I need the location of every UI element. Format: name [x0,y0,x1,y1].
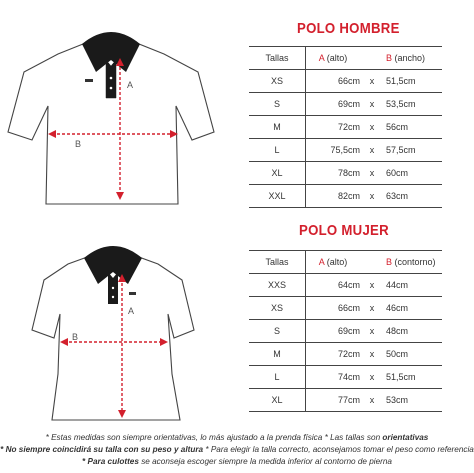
label-b: B [72,332,79,342]
footer-line-1: * Estas medidas son siempre orientativas, lo más ajustado a la prenda física * Las tallas son orientativas [45,433,429,442]
footer-line-3: * Para culottes se aconseja escoger siempre la medida inferior al contorno de pierna [82,457,392,466]
table-header [249,251,442,274]
table-row: XL 78cm x 60cm [249,162,442,185]
table-row: L 74cm x 51,5cm [249,366,442,389]
table-polo-hombre [249,46,442,208]
footer-line-2: * No siempre coincidirá su talla con su peso y altura * Para elegir la talla correcto, aconsejamos tomar el peso como referencia [0,445,474,454]
table-row: XXL 82cm x 63cm [249,185,442,208]
table-row: L 75,5cm x 57,5cm [249,139,442,162]
table-row: M 72cm x 50cm [249,343,442,366]
polo-mujer-illustration [30,234,196,424]
polo-hombre-illustration [2,20,220,210]
col-b: B (contorno) [382,251,442,274]
logo-icon [85,79,93,82]
table-row: S 69cm x 53,5cm [249,93,442,116]
table-polo-mujer [249,250,442,412]
logo-icon [129,292,136,295]
table-row: XS 66cm x 51,5cm [249,70,442,93]
table-header [249,47,442,70]
table-row: XXS 64cm x 44cm [249,274,442,297]
col-a: A (alto) [306,47,363,70]
table-row: S 69cm x 48cm [249,320,442,343]
col-tallas: Tallas [249,251,306,274]
label-a: A [128,306,135,316]
col-tallas: Tallas [249,47,306,70]
col-b: B (ancho) [382,47,442,70]
label-a: A [127,80,134,90]
col-a: A (alto) [306,251,363,274]
title-polo-hombre: POLO HOMBRE [297,20,400,37]
title-polo-mujer: POLO MUJER [299,222,389,239]
table-row: XS 66cm x 46cm [249,297,442,320]
table-row: XL 77cm x 53cm [249,389,442,412]
footer-notes [0,432,474,468]
table-row: M 72cm x 56cm [249,116,442,139]
label-b: B [75,139,82,149]
